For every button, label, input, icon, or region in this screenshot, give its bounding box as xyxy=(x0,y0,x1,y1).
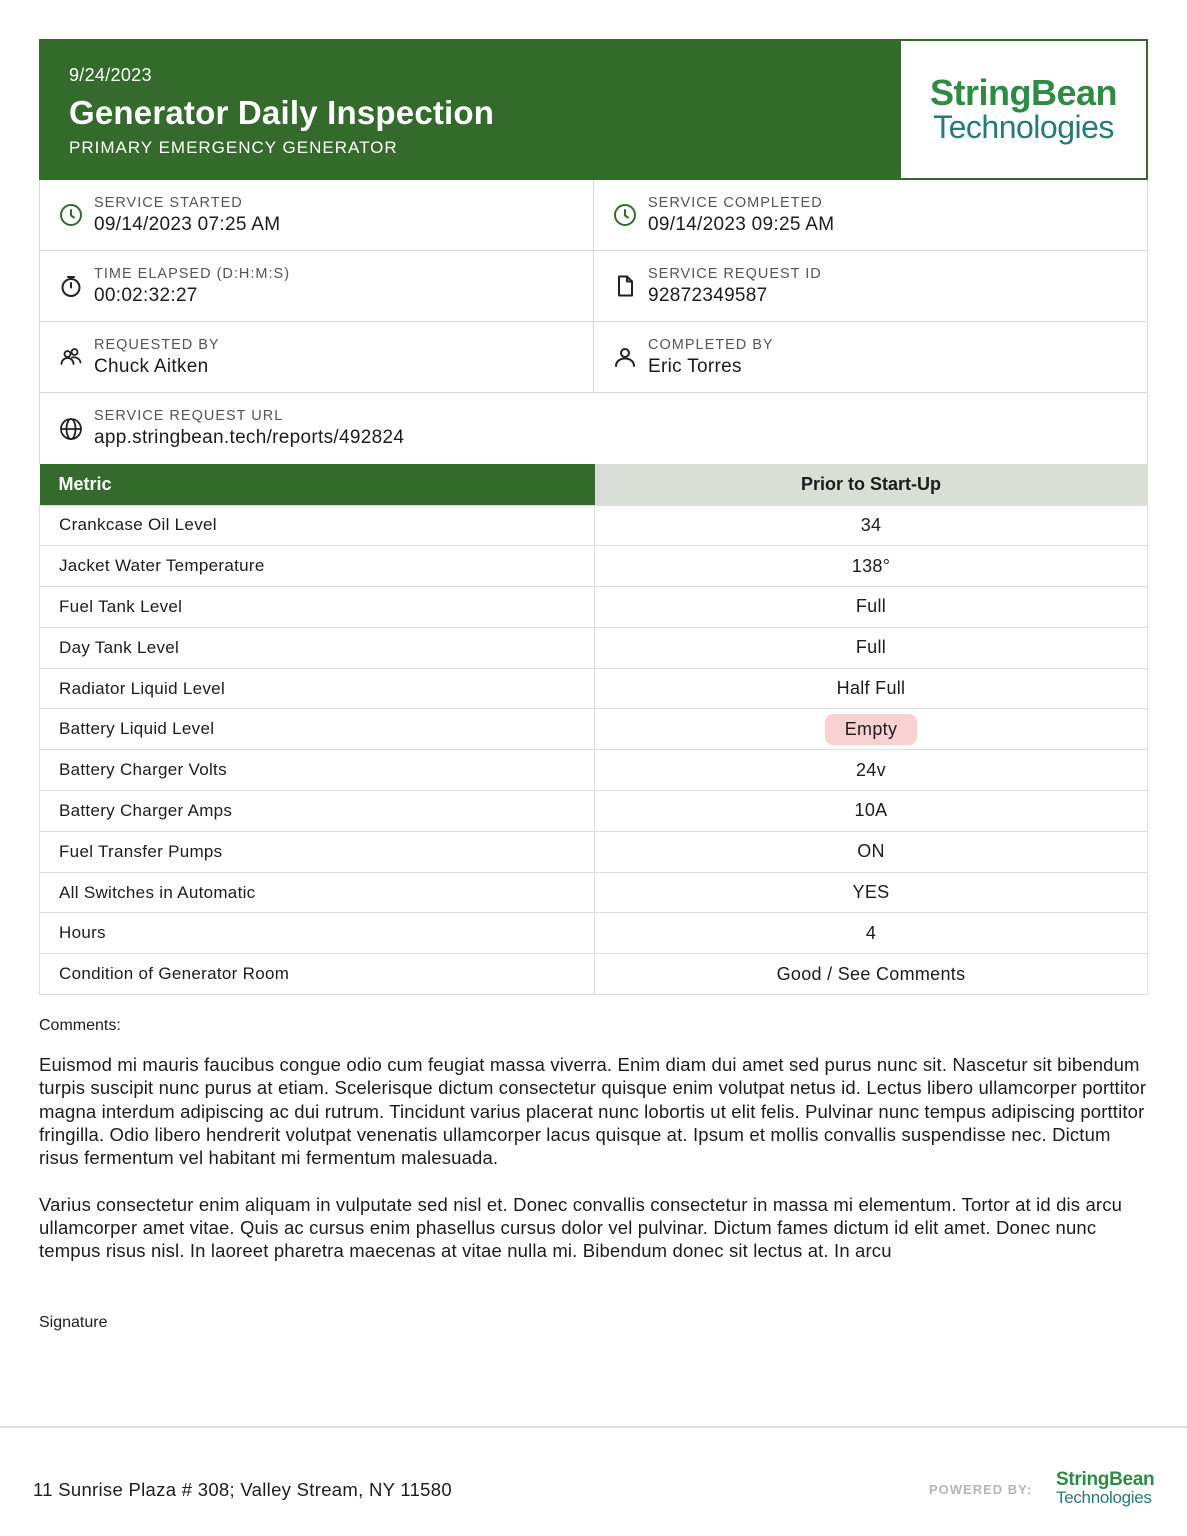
table-row xyxy=(40,791,1148,832)
value-cell: 4 xyxy=(595,913,1148,954)
info-row xyxy=(40,180,1147,251)
request-id-label: SERVICE REQUEST ID xyxy=(648,265,822,282)
info-row xyxy=(40,322,1147,393)
footer-logo xyxy=(1056,1471,1154,1507)
request-id-value: 92872349587 xyxy=(648,284,768,306)
column-header-prior: Prior to Start-Up xyxy=(595,464,1148,505)
value-cell: 10A xyxy=(595,791,1148,832)
requested-by-value: Chuck Aitken xyxy=(94,355,209,377)
logo-word-bottom: Technologies xyxy=(933,108,1114,145)
signature-label: Signature xyxy=(39,1314,108,1332)
value-cell: Good / See Comments xyxy=(595,954,1148,995)
metric-cell: Fuel Transfer Pumps xyxy=(40,831,595,872)
stopwatch-icon xyxy=(58,273,84,299)
table-row xyxy=(40,668,1148,709)
table-header-row xyxy=(40,464,1148,505)
footer-address: 11 Sunrise Plaza # 308; Valley Stream, NY 11580 xyxy=(33,1479,452,1500)
metric-cell: Battery Charger Volts xyxy=(40,750,595,791)
table-row xyxy=(40,913,1148,954)
request-url-value[interactable]: app.stringbean.tech/reports/492824 xyxy=(94,427,405,448)
comments-heading: Comments: xyxy=(39,1017,121,1035)
clock-icon xyxy=(58,202,84,228)
table-row xyxy=(40,546,1148,587)
info-row xyxy=(40,251,1147,322)
report-date: 9/24/2023 xyxy=(69,65,152,85)
header-banner xyxy=(41,41,901,178)
time-elapsed-cell xyxy=(40,251,593,321)
completed-by-value: Eric Torres xyxy=(648,355,742,377)
time-elapsed-label: TIME ELAPSED (D:H:M:S) xyxy=(94,265,291,282)
clock-icon xyxy=(612,202,638,228)
metric-cell: Jacket Water Temperature xyxy=(40,546,595,587)
table-row xyxy=(40,627,1148,668)
service-completed-label: SERVICE COMPLETED xyxy=(648,194,823,211)
metric-cell: Condition of Generator Room xyxy=(40,954,595,995)
comment-paragraph: Euismod mi mauris faucibus congue odio cum feugiat massa viverra. Enim diam dui amet sed purus nunc sit. Nascetur sit bibendum turpis suscipit nunc purus at etiam. Scelerisque dictum consectetur quisque enim volutpat netus id. Lectus libero ullamcorper porttitor magna interdum adipiscing ac dui rutrum. Tincidunt varius placerat nunc lobortis ut elit felis. Pulvinar nunc tempus adipiscing porttitor fringilla. Odio libero hendrerit volutpat venenatis ullamcorper lacus quisque at. Ipsum et mollis convallis suspendisse nec. Dictum risus fermentum vel habitant mi fermentum malesuada. xyxy=(39,1054,1147,1169)
comments-section xyxy=(39,1017,1148,1262)
completed-by-label: COMPLETED BY xyxy=(648,336,774,353)
info-row xyxy=(40,393,1147,464)
completed-by-cell xyxy=(593,322,1147,392)
value-cell: ON xyxy=(595,831,1148,872)
value-cell: Full xyxy=(595,627,1148,668)
service-started-value: 09/14/2023 07:25 AM xyxy=(94,213,281,235)
service-completed-cell xyxy=(593,180,1147,250)
time-elapsed-value: 00:02:32:27 xyxy=(94,284,198,306)
metric-cell: Day Tank Level xyxy=(40,627,595,668)
metrics-table xyxy=(39,464,1148,995)
table-row xyxy=(40,587,1148,628)
company-logo xyxy=(901,41,1146,178)
footer-logo-word-bottom: Technologies xyxy=(1056,1488,1152,1507)
metric-cell: Battery Liquid Level xyxy=(40,709,595,750)
service-completed-value: 09/14/2023 09:25 AM xyxy=(648,213,835,235)
metric-cell: Radiator Liquid Level xyxy=(40,668,595,709)
powered-by-label: POWERED BY: xyxy=(929,1482,1033,1497)
value-cell: 138° xyxy=(595,546,1148,587)
requested-by-label: REQUESTED BY xyxy=(94,336,220,353)
request-url-label: SERVICE REQUEST URL xyxy=(94,408,284,424)
value-cell: 24v xyxy=(595,750,1148,791)
user-icon xyxy=(612,344,638,370)
table-row xyxy=(40,750,1148,791)
comment-paragraph: Varius consectetur enim aliquam in vulputate sed nisl et. Donec convallis consectetur in massa mi elementum. Tortor at id dis arcu ullamcorper amet vitae. Quis ac cursus enim phasellus cursus dolor vel pulvinar. Dictum fames dictum id elit amet. Donec nunc tempus risus nisl. In laoreet pharetra maecenas at vitae nulla mi. Bibendum donec sit lectus at. In arcu xyxy=(39,1193,1123,1262)
service-started-cell xyxy=(40,180,593,250)
table-row xyxy=(40,831,1148,872)
inspection-report xyxy=(39,39,1148,1332)
logo-word-top: StringBean xyxy=(929,71,1118,113)
column-header-metric: Metric xyxy=(40,464,595,505)
value-cell xyxy=(595,709,1148,750)
page-title: Generator Daily Inspection xyxy=(69,94,495,131)
metric-cell: Hours xyxy=(40,913,595,954)
globe-icon xyxy=(58,416,84,442)
metric-cell: Battery Charger Amps xyxy=(40,791,595,832)
metric-cell: Fuel Tank Level xyxy=(40,587,595,628)
table-row xyxy=(40,954,1148,995)
page-subtitle: PRIMARY EMERGENCY GENERATOR xyxy=(69,138,398,157)
report-header xyxy=(39,39,1148,180)
requested-by-cell xyxy=(40,322,593,392)
alert-badge: Empty xyxy=(825,714,918,745)
request-id-cell xyxy=(593,251,1147,321)
value-cell: YES xyxy=(595,872,1148,913)
table-row xyxy=(40,872,1148,913)
request-url-cell xyxy=(40,393,1147,464)
document-icon xyxy=(612,273,638,299)
service-info-grid xyxy=(39,180,1148,464)
footer-logo-word-top: StringBean xyxy=(1056,1469,1155,1490)
value-cell: Half Full xyxy=(595,668,1148,709)
metric-cell: Crankcase Oil Level xyxy=(40,505,595,546)
metric-cell: All Switches in Automatic xyxy=(40,872,595,913)
users-icon xyxy=(58,344,84,370)
table-row xyxy=(40,709,1148,750)
service-started-label: SERVICE STARTED xyxy=(94,194,243,211)
footer-divider xyxy=(0,1426,1187,1428)
value-cell: Full xyxy=(595,587,1148,628)
table-row xyxy=(40,505,1148,546)
value-cell: 34 xyxy=(595,505,1148,546)
